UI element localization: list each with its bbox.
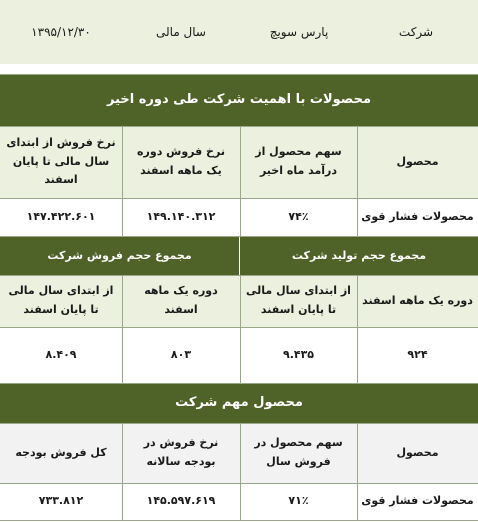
col-month-rate: نرخ فروش دوره یک ماهه اسفند [122, 126, 240, 198]
col-product: محصول [357, 126, 478, 198]
row-sales-ytd: ۸.۴۰۹ [0, 327, 122, 383]
col-budget-total: کل فروش بودجه [0, 423, 122, 483]
row-sales-month: ۸۰۳ [122, 327, 240, 383]
divider [239, 237, 240, 275]
col-budget-rate: نرخ فروش در بودجه سالانه [122, 423, 240, 483]
divider [0, 198, 478, 199]
row-prod-ytd: ۹.۴۳۵ [240, 327, 357, 383]
divider [0, 126, 478, 127]
divider [0, 383, 478, 384]
col-main-product: محصول [357, 423, 478, 483]
row-budget-total: ۷۳۳.۸۱۲ [0, 483, 122, 520]
row-product: محصولات فشار قوی [357, 198, 478, 236]
row-budget-rate: ۱۴۵.۵۹۷.۶۱۹ [122, 483, 240, 520]
production-volume-title: مجموع حجم تولید شرکت [240, 237, 478, 275]
divider [0, 74, 478, 75]
divider [240, 275, 241, 383]
row-month-rate: ۱۴۹.۱۴۰.۳۱۲ [122, 198, 240, 236]
products-section-title: محصولات با اهمیت شرکت طی دوره اخیر [0, 75, 478, 126]
divider [357, 275, 358, 383]
col-sales-month: دوره یک ماهه اسفند [122, 275, 240, 327]
company-label: شرکت [398, 24, 434, 39]
col-sales-share: سهم محصول در فروش سال [240, 423, 357, 483]
row-sales-share: ۷۱٪ [240, 483, 357, 520]
divider [240, 126, 241, 237]
row-revenue-share: ۷۴٪ [240, 198, 357, 236]
divider [357, 423, 358, 520]
fiscal-year-label: سال مالی [156, 24, 206, 39]
row-prod-month: ۹۲۴ [357, 327, 478, 383]
col-prod-ytd: از ابتدای سال مالی تا پایان اسفند [240, 275, 357, 327]
divider [0, 275, 478, 276]
divider [0, 327, 478, 328]
divider [240, 423, 241, 520]
fiscal-year-value: ۱۳۹۵/۱۲/۳۰ [31, 24, 91, 39]
divider [122, 126, 123, 237]
row-ytd-rate: ۱۴۷.۴۲۲.۶۰۱ [0, 198, 122, 236]
col-ytd-rate: نرخ فروش از ابتدای سال مالی تا پایان اسفند [0, 126, 122, 198]
company-name: پارس سویچ [269, 24, 329, 39]
sales-volume-title: مجموع حجم فروش شرکت [0, 237, 239, 275]
divider [122, 423, 123, 520]
col-revenue-share: سهم محصول از درآمد ماه اخیر [240, 126, 357, 198]
divider [0, 520, 478, 521]
divider [0, 483, 478, 484]
divider [357, 126, 358, 237]
divider [122, 275, 123, 383]
col-sales-ytd: از ابتدای سال مالی تا پایان اسفند [0, 275, 122, 327]
col-prod-month: دوره یک ماهه اسفند [357, 275, 478, 327]
row-main-product: محصولات فشار قوی [357, 483, 478, 520]
divider [0, 423, 478, 424]
main-product-title: محصول مهم شرکت [0, 384, 478, 423]
